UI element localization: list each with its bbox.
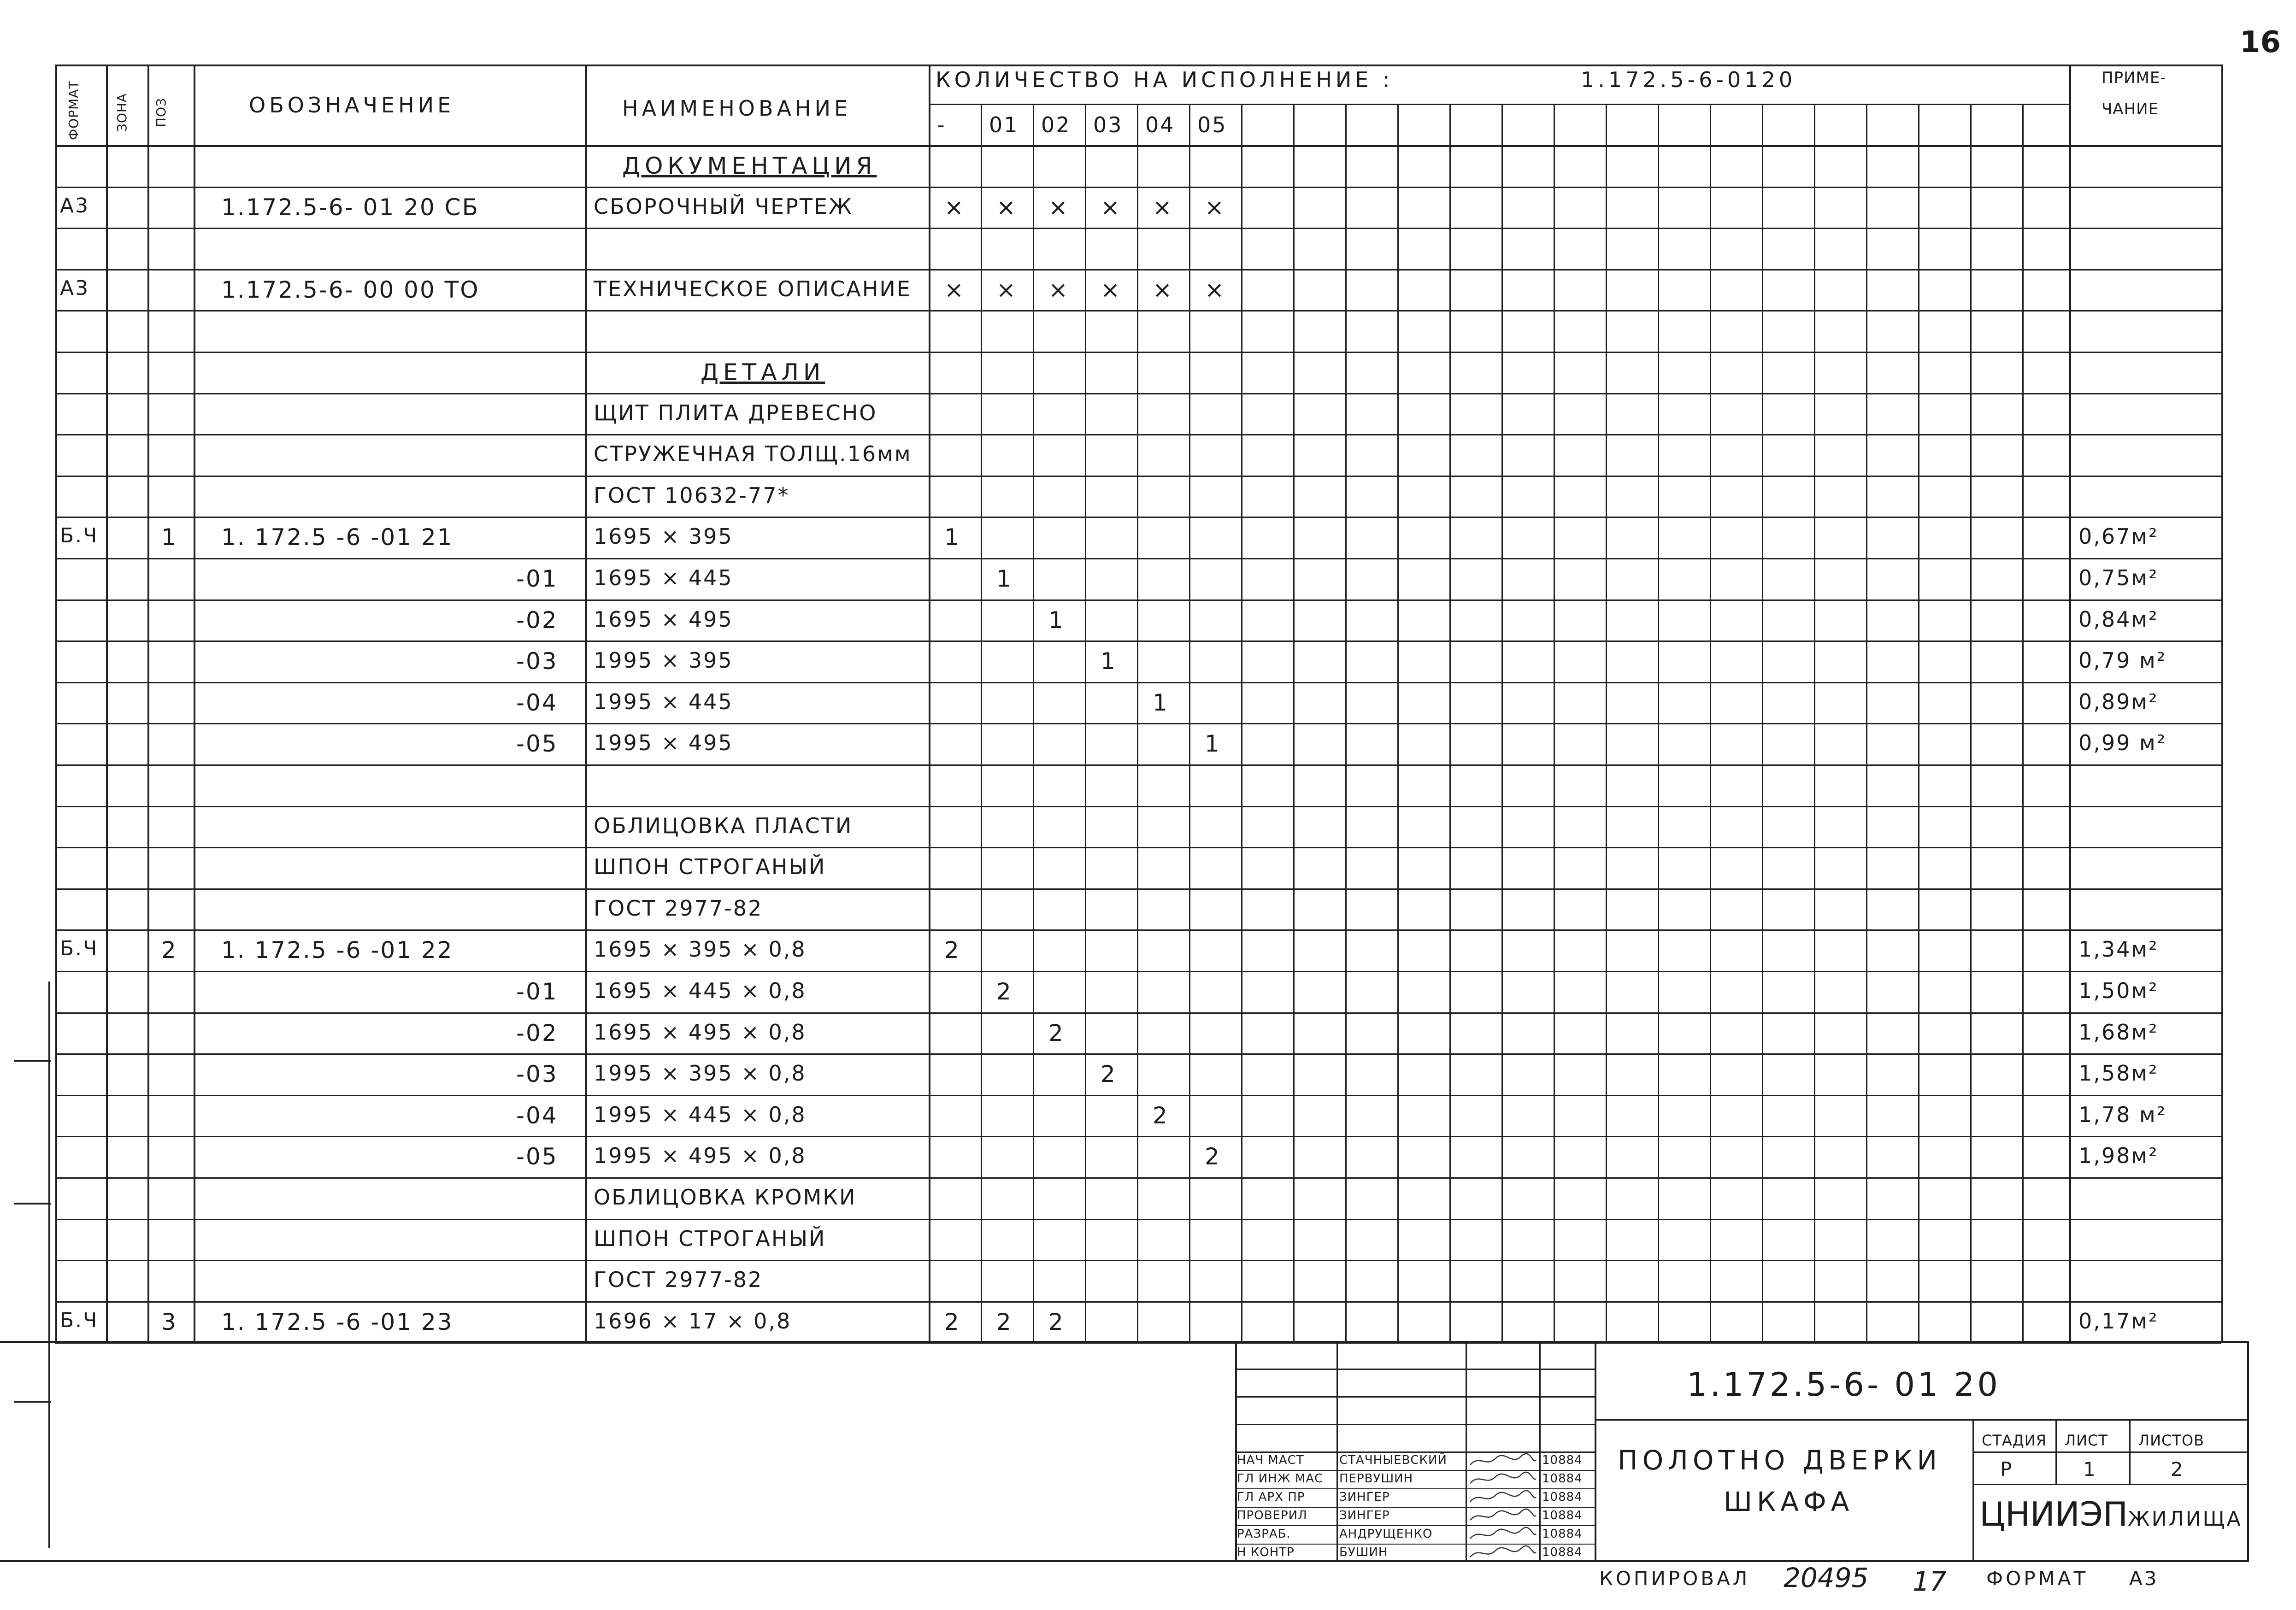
col-name-label: НАИМЕНОВАНИЕ [622,96,852,121]
name-cell: 1995 × 395 [594,648,733,673]
signer-role: Н КОНТР [1237,1545,1295,1559]
designation-cell: -03 [516,648,558,675]
row-line [55,929,2221,931]
format-label: ФОРМАТ [1986,1567,2089,1590]
name-cell: 1696 × 17 × 0,8 [594,1308,792,1334]
row-line [55,640,2221,642]
signer-name: СТАЧНЫЕВСКИЙ [1339,1453,1447,1467]
signature-scribble [1468,1544,1537,1562]
column-line [194,65,195,1342]
name-cell: ШПОН СТРОГАНЫЙ [594,854,826,880]
title-block-line [1972,1484,2249,1485]
designation-cell: 1.172.5-6- 00 00 ТО [221,276,480,303]
row-line [55,393,2221,394]
row-line [55,1136,2221,1137]
format-cell: Б.Ч [60,1308,99,1332]
signer-line [1235,1525,1595,1526]
quantity-title: КОЛИЧЕСТВО НА ИСПОЛНЕНИЕ : [936,67,1394,92]
stamp-sheets-label: ЛИСТОВ [2138,1432,2205,1449]
name-cell: ШПОН СТРОГАНЫЙ [594,1226,826,1251]
designation-cell: 1.172.5-6- 01 20 СБ [221,194,479,221]
signer-line [1235,1369,1595,1370]
quantity-cell: 2 [1048,1019,1065,1046]
designation-cell: -01 [516,978,558,1005]
designation-cell: -01 [516,565,558,592]
signature-scribble [1468,1489,1537,1506]
row-line [55,352,2221,353]
stamp-title-line-2: ШКАФА [1724,1486,1854,1517]
quantity-cell: × [1153,194,1173,221]
title-block-line [1595,1419,2249,1421]
row-line [55,187,2221,188]
signer-role: ГЛ ИНЖ МАС [1237,1472,1324,1486]
signer-date: 10884 [1542,1527,1583,1541]
col-note-label-1: ПРИМЕ- [2102,69,2166,87]
quantity-cell: 2 [1048,1308,1065,1335]
name-cell: 1695 × 395 [594,524,733,549]
note-cell: 1,98м² [2078,1143,2159,1169]
quantity-cell: 2 [996,1308,1013,1335]
margin-tick [14,1401,51,1403]
quantity-doc: 1.172.5-6-0120 [1581,67,1796,92]
row-line [55,310,2221,311]
quantity-cell: × [1205,276,1225,303]
quantity-cell: × [1101,194,1121,221]
col-pos-label: ПОЗ [153,97,169,128]
quantity-cell: 2 [1205,1143,1221,1170]
note-cell: 0,79 м² [2078,648,2167,673]
row-line [55,476,2221,477]
column-line [55,65,57,1342]
signer-date: 10884 [1542,1509,1583,1522]
name-cell: ОБЛИЦОВКА КРОМКИ [594,1185,857,1210]
row-line [55,764,2221,766]
quantity-cell: × [1101,276,1121,303]
variant-header: 02 [1041,112,1071,137]
title-block-line [2129,1419,2131,1484]
variant-header: 03 [1093,112,1123,137]
signer-line [1235,1341,1595,1342]
designation-cell: -04 [516,1102,558,1129]
column-line [106,65,108,1342]
copied-number: 20495 [1784,1562,1869,1593]
format-cell: Б.Ч [60,524,99,548]
quantity-cell: × [1048,276,1069,303]
format-value: А3 [2129,1567,2159,1590]
row-line [55,599,2221,601]
name-cell: 1695 × 445 × 0,8 [594,978,807,1003]
col-designation-label: ОБОЗНАЧЕНИЕ [249,93,455,118]
signer-name: ПЕРВУШИН [1339,1472,1413,1486]
quantity-cell: 1 [1153,689,1169,716]
row-line [55,971,2221,972]
row-line [55,1260,2221,1261]
signer-line [1235,1470,1595,1471]
name-cell: ЩИТ ПЛИТА ДРЕВЕСНО [594,400,877,425]
row-line [55,847,2221,848]
position-cell: 2 [161,937,177,964]
quantity-cell: 2 [944,1308,960,1335]
name-cell: 1995 × 395 × 0,8 [594,1061,807,1086]
note-cell: 0,75м² [2078,565,2159,590]
quantity-cell: × [944,276,965,303]
quantity-cell: 2 [944,937,960,964]
copied-extra: 17 [1913,1566,1947,1597]
format-cell: А3 [60,194,90,217]
row-line [55,1053,2221,1055]
variant-header: 04 [1145,112,1175,137]
name-cell: 1695 × 395 × 0,8 [594,937,807,962]
row-line [55,1095,2221,1096]
signer-date: 10884 [1542,1490,1583,1504]
signer-date: 10884 [1542,1472,1583,1486]
quantity-cell: 1 [944,524,960,551]
column-line [2069,65,2071,1342]
signature-scribble [1468,1452,1537,1469]
name-cell: СТРУЖЕЧНАЯ ТОЛЩ.16мм [594,441,912,467]
row-line [55,723,2221,724]
stamp-sheet-label: ЛИСТ [2065,1432,2108,1449]
quantity-cell: 2 [1153,1102,1169,1129]
signature-scribble [1468,1526,1537,1543]
name-cell: 1995 × 495 × 0,8 [594,1143,807,1169]
designation-cell: 1. 172.5 -6 -01 23 [221,1308,453,1335]
row-line [55,269,2221,270]
row-line [55,1177,2221,1179]
signer-date: 10884 [1542,1545,1583,1559]
organization-name: ЦНИИЭП [1979,1495,2128,1534]
signer-line [1235,1451,1595,1452]
row-line [55,1301,2221,1303]
signer-name: ЗИНГЕР [1339,1490,1390,1504]
signer-line [1235,1396,1595,1398]
signer-name: АНДРУЩЕНКО [1339,1527,1433,1541]
title-block-line [2055,1419,2057,1484]
format-cell: Б.Ч [60,937,99,961]
header-bottom-line [55,145,2221,147]
row-line [55,558,2221,559]
column-line [2221,65,2223,1342]
signer-line [1235,1544,1595,1545]
signer-line [1235,1507,1595,1508]
title-block [1235,1341,2249,1562]
note-cell: 1,58м² [2078,1061,2159,1086]
note-cell: 0,17м² [2078,1308,2159,1334]
variant-header: 05 [1197,112,1227,137]
note-cell: 0,84м² [2078,606,2159,632]
row-line [55,682,2221,683]
name-cell: ТЕХНИЧЕСКОЕ ОПИСАНИЕ [594,276,912,301]
row-line [55,228,2221,229]
position-cell: 3 [161,1308,177,1335]
title-block-line [1972,1451,2249,1453]
column-line [929,65,930,1342]
title-block-top-line [0,1341,2249,1343]
designation-cell: -05 [516,1143,558,1170]
stamp-sheet-value: 1 [2083,1458,2096,1481]
quantity-cell: 1 [1048,606,1065,634]
title-block-divider [1595,1341,1596,1562]
title-block-line [1972,1419,1974,1562]
margin-tick [14,1060,51,1062]
signer-role: НАЧ МАСТ [1237,1453,1304,1467]
column-line [147,65,149,1342]
copied-label: КОПИРОВАЛ [1599,1567,1750,1590]
row-line [55,517,2221,518]
note-cell: 0,89м² [2078,689,2159,714]
footer [1599,1564,2244,1601]
signer-name: ЗИНГЕР [1339,1509,1390,1522]
row-line [55,1012,2221,1014]
name-cell: ГОСТ 10632-77* [594,482,790,508]
signer-role: РАЗРАБ. [1237,1527,1291,1541]
row-line [55,1219,2221,1220]
designation-cell: 1. 172.5 -6 -01 22 [221,937,453,964]
signer-line [1235,1424,1595,1425]
name-cell: ГОСТ 2977-82 [594,895,763,921]
spec-table [55,65,2221,1341]
stamp-title-line-1: ПОЛОТНО ДВЕРКИ [1618,1445,1942,1476]
signature-scribble [1468,1507,1537,1525]
note-cell: 1,78 м² [2078,1102,2167,1127]
quantity-cell: × [996,276,1017,303]
stamp-organization [1979,1495,2243,1534]
note-cell: 1,50м² [2078,978,2159,1003]
quantity-cell: 1 [996,565,1013,592]
name-cell: СБОРОЧНЫЙ ЧЕРТЕЖ [594,194,853,219]
designation-cell: 1. 172.5 -6 -01 21 [221,524,453,551]
row-line [55,806,2221,807]
name-cell: ОБЛИЦОВКА ПЛАСТИ [594,813,853,838]
note-cell: 1,34м² [2078,937,2159,962]
note-cell: 0,99 м² [2078,730,2167,756]
variant-header: - [937,112,946,137]
quantity-header-line [929,104,2069,105]
margin-line [48,981,50,1548]
stamp-sheets-value: 2 [2171,1458,2183,1481]
designation-cell: -02 [516,606,558,634]
signer-date: 10884 [1542,1453,1583,1467]
quantity-cell: × [996,194,1017,221]
name-cell: ДЕТАЛИ [701,359,825,386]
col-format-label: ФОРМАТ [66,80,81,140]
name-cell: 1995 × 495 [594,730,733,756]
signer-role: ГЛ АРХ ПР [1237,1490,1305,1504]
name-cell: 1695 × 495 × 0,8 [594,1019,807,1045]
page-number: 16 [2240,25,2281,59]
name-cell: ДОКУМЕНТАЦИЯ [622,153,877,179]
table-top-line [55,65,2221,66]
designation-cell: -04 [516,689,558,716]
quantity-cell: 2 [1101,1061,1117,1088]
quantity-cell: × [944,194,965,221]
position-cell: 1 [161,524,177,551]
title-block-bottom-line [0,1560,2249,1562]
note-cell: 0,67м² [2078,524,2159,549]
quantity-cell: × [1205,194,1225,221]
quantity-cell: 1 [1205,730,1221,758]
organization-suffix: ЖИЛИЩА [2128,1507,2243,1531]
col-zone-label: ЗОНА [114,93,130,132]
name-cell: ГОСТ 2977-82 [594,1267,763,1293]
quantity-cell: 2 [996,978,1013,1005]
designation-cell: -02 [516,1019,558,1046]
col-note-label-2: ЧАНИЕ [2102,100,2159,118]
stamp-stage-label: СТАДИЯ [1982,1432,2047,1449]
row-line [55,434,2221,435]
name-cell: 1695 × 445 [594,565,733,590]
stamp-doc-number: 1.172.5-6- 01 20 [1687,1366,2001,1404]
quantity-cell: × [1048,194,1069,221]
signer-line [1235,1488,1595,1489]
variant-header: 01 [989,112,1019,137]
signature-scribble [1468,1470,1537,1488]
name-cell: 1995 × 445 [594,689,733,714]
name-cell: 1995 × 445 × 0,8 [594,1102,807,1127]
designation-cell: -03 [516,1061,558,1088]
name-cell: 1695 × 495 [594,606,733,632]
row-line [55,888,2221,890]
signer-name: БУШИН [1339,1545,1388,1559]
designation-cell: -05 [516,730,558,758]
format-cell: А3 [60,276,90,300]
signer-role: ПРОВЕРИЛ [1237,1509,1307,1522]
stamp-stage-value: Р [2000,1458,2012,1481]
note-cell: 1,68м² [2078,1019,2159,1045]
margin-tick [14,1203,51,1205]
quantity-cell: 1 [1101,648,1117,675]
column-line [585,65,587,1342]
quantity-cell: × [1153,276,1173,303]
